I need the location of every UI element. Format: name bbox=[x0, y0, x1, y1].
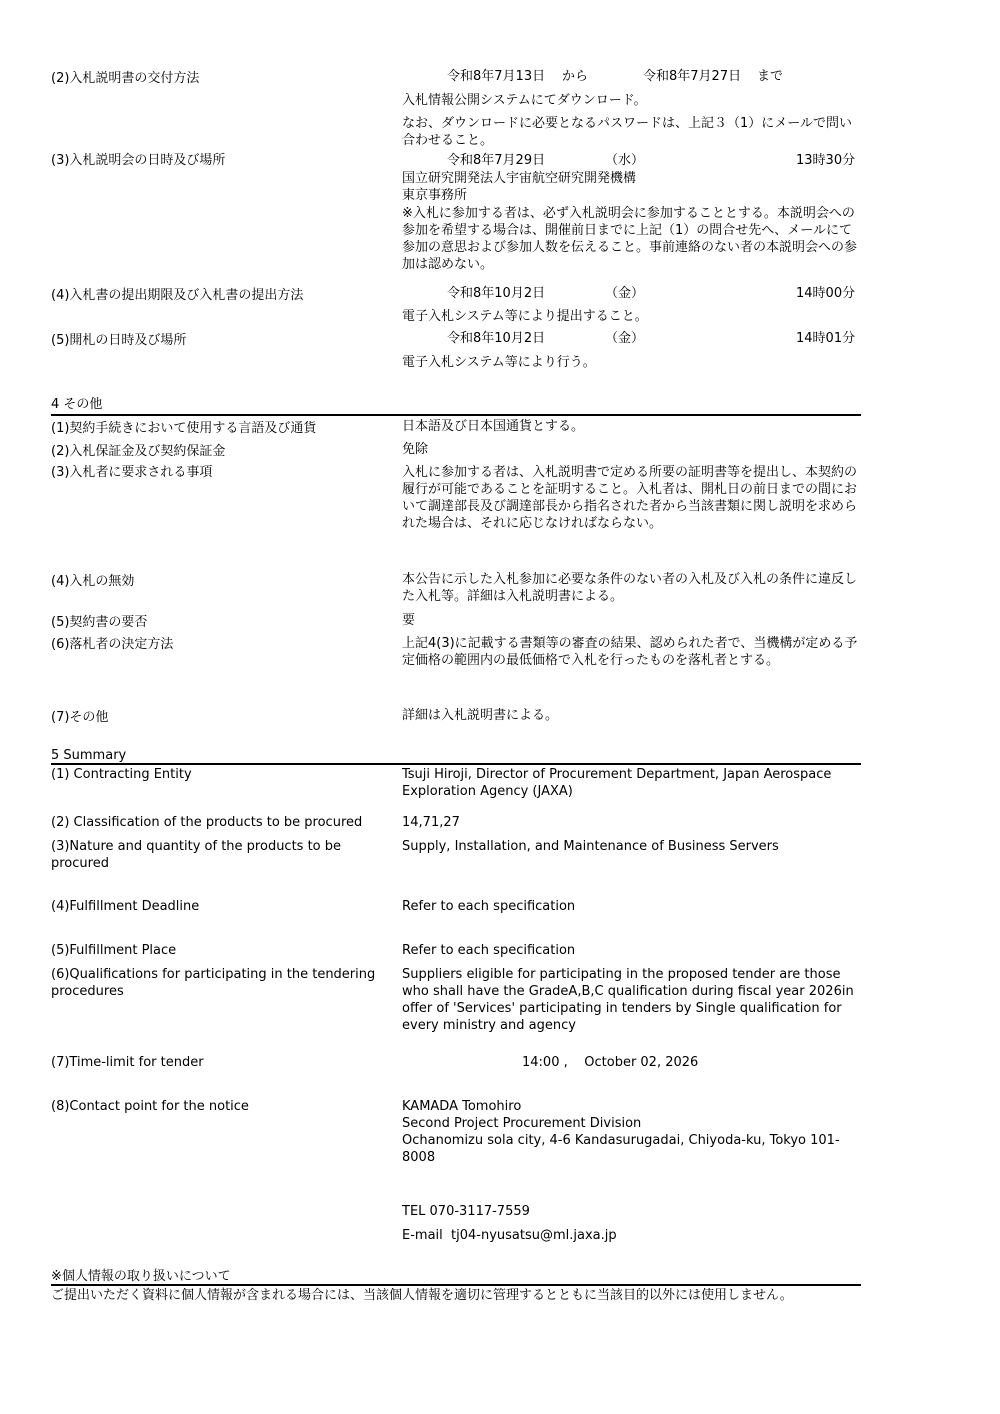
summary-value: Tsuji Hiroji, Director of Procurement Department, Japan Aerospace Exploration Agency (JAXA) bbox=[402, 767, 832, 799]
item-label: (6)落札者の決定方法 bbox=[51, 637, 174, 652]
item-label: (3)入札説明会の日時及び場所 bbox=[51, 153, 226, 168]
briefing-dow: （水） bbox=[605, 153, 645, 168]
summary-value: 14,71,27 bbox=[402, 815, 460, 830]
briefing-place-1: 国立研究開発法人宇宙航空研究開発機構 bbox=[402, 171, 637, 186]
section-heading: 5 Summary bbox=[51, 748, 127, 763]
opening-dow: （金） bbox=[605, 331, 645, 346]
opening-date: 令和8年10月2日 bbox=[447, 331, 546, 346]
submit-method: 電子入札システム等により提出すること。 bbox=[402, 309, 648, 324]
opening-method: 電子入札システム等により行う。 bbox=[402, 355, 596, 370]
section-heading: 4 その他 bbox=[51, 397, 103, 412]
summary-label: (5)Fulfillment Place bbox=[51, 943, 177, 958]
summary-label: (3)Nature and quantity of the products to be procured bbox=[51, 839, 342, 871]
contact-division: Second Project Procurement Division bbox=[402, 1116, 642, 1131]
item-label: (5)開札の日時及び場所 bbox=[51, 333, 187, 348]
item-label: (3)入札者に要求される事項 bbox=[51, 465, 213, 480]
briefing-place-2: 東京事務所 bbox=[402, 188, 468, 203]
opening-time: 14時01分 bbox=[796, 331, 856, 346]
submit-date: 令和8年10月2日 bbox=[447, 286, 546, 301]
summary-value: Refer to each specification bbox=[402, 899, 576, 914]
briefing-note: ※入札に参加する者は、必ず入札説明会に参加することとする。本説明会への参加を希望する場合は、開催前日までに上記（1）の問合せ先へ、メールにて参加の意思および参加人数を伝えること。事前連絡のない者の本説明会への参加は認めない。 bbox=[402, 206, 858, 272]
privacy-heading: ※個人情報の取り扱いについて bbox=[51, 1269, 231, 1284]
date-to: 令和8年7月27日 bbox=[643, 69, 742, 84]
summary-value: Suppliers eligible for participating in the proposed tender are those who shall have the GradeA,B,C qualification during fiscal year 2026in offer of 'Services' participating in tenders by Single qualification for every ministry and agency bbox=[402, 967, 854, 1033]
summary-label: (4)Fulfillment Deadline bbox=[51, 899, 200, 914]
item-value: 上記4(3)に記載する書類等の審査の結果、認められた者で、当機構が定める予定価格の範囲内の最低価格で入札を行ったものを落札者とする。 bbox=[402, 636, 858, 668]
item-label: (7)その他 bbox=[51, 710, 109, 725]
summary-value: 14:00 , October 02, 2026 bbox=[522, 1055, 699, 1070]
item-label: (4)入札書の提出期限及び入札書の提出方法 bbox=[51, 288, 304, 303]
summary-label: (1) Contracting Entity bbox=[51, 767, 192, 782]
date-to-word: まで bbox=[757, 69, 784, 84]
item-label: (1)契約手続きにおいて使用する言語及び通貨 bbox=[51, 421, 317, 436]
item-label: (2)入札保証金及び契約保証金 bbox=[51, 444, 226, 459]
summary-label: (2) Classification of the products to be procured bbox=[51, 815, 363, 830]
item-value: 日本語及び日本国通貨とする。 bbox=[402, 419, 585, 434]
privacy-text: ご提出いただく資料に個人情報が含まれる場合には、当該個人情報を適切に管理するとともに当該目的以外には使用しません。 bbox=[51, 1288, 793, 1303]
item-value: 詳細は入札説明書による。 bbox=[402, 708, 559, 723]
summary-value: Supply, Installation, and Maintenance of Business Servers bbox=[402, 839, 779, 854]
item-label: (4)入札の無効 bbox=[51, 574, 135, 589]
contact-email: E-mail tj04-nyusatsu@ml.jaxa.jp bbox=[402, 1228, 617, 1243]
date-from: 令和8年7月13日 bbox=[447, 69, 546, 84]
briefing-time: 13時30分 bbox=[796, 153, 856, 168]
password-note: なお、ダウンロードに必要となるパスワードは、上記３（1）にメールで問い合わせること。 bbox=[402, 116, 853, 148]
date-from-word: から bbox=[562, 69, 589, 84]
summary-label: (7)Time-limit for tender bbox=[51, 1055, 204, 1070]
submit-dow: （金） bbox=[605, 286, 645, 301]
item-value: 入札に参加する者は、入札説明書で定める所要の証明書等を提出し、本契約の履行が可能であることを証明すること。入札者は、開札日の前日までの間において調達部長及び調達部長から指名された者から当該書類に関し説明を求められた場合は、それに応じなければならない。 bbox=[402, 465, 858, 531]
summary-label: (6)Qualifications for participating in the tendering procedures bbox=[51, 967, 376, 999]
item-value: 要 bbox=[402, 613, 416, 628]
section-rule bbox=[51, 414, 861, 416]
item-value: 本公告に示した入札参加に必要な条件のない者の入札及び入札の条件に違反した入札等。詳細は入札説明書による。 bbox=[402, 572, 858, 604]
section-rule bbox=[51, 1284, 861, 1286]
summary-value: Refer to each specification bbox=[402, 943, 576, 958]
distribution-method: 入札情報公開システムにてダウンロード。 bbox=[402, 93, 647, 108]
contact-name: KAMADA Tomohiro bbox=[402, 1099, 522, 1114]
summary-label: (8)Contact point for the notice bbox=[51, 1099, 249, 1114]
submit-time: 14時00分 bbox=[796, 286, 856, 301]
item-value: 免除 bbox=[402, 442, 429, 457]
section-rule bbox=[51, 763, 861, 765]
contact-address: Ochanomizu sola city, 4-6 Kandasurugadai, Chiyoda-ku, Tokyo 101-8008 bbox=[402, 1133, 840, 1165]
item-label: (2)入札説明書の交付方法 bbox=[51, 71, 200, 86]
item-label: (5)契約書の要否 bbox=[51, 615, 148, 630]
briefing-date: 令和8年7月29日 bbox=[447, 153, 546, 168]
contact-tel: TEL 070-3117-7559 bbox=[402, 1204, 530, 1219]
